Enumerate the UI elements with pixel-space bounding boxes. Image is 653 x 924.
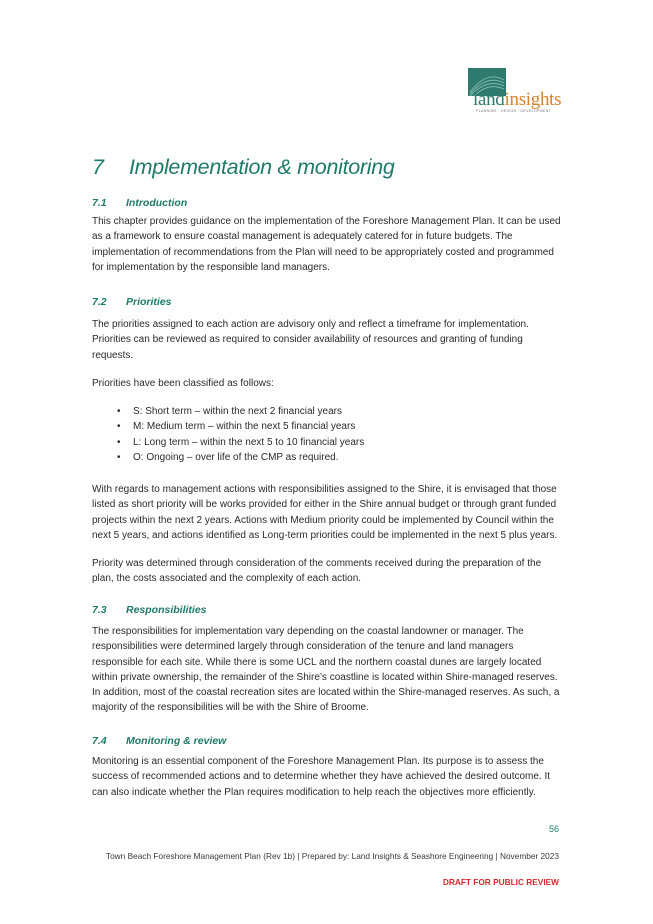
list-item: • S: Short term – within the next 2 financial years — [117, 404, 364, 419]
list-item: • O: Ongoing – over life of the CMP as required. — [117, 450, 364, 465]
list-item: • L: Long term – within the next 5 to 10 financial years — [117, 435, 364, 450]
footer-text: Town Beach Foreshore Management Plan (Rev 1b) | Prepared by: Land Insights & Seashore Engineering | November 2023 — [105, 851, 559, 861]
chapter-number: 7 — [92, 155, 104, 179]
page-number: 56 — [548, 824, 559, 834]
draft-label: DRAFT FOR PUBLIC REVIEW — [442, 877, 559, 887]
section-heading-introduction: 7.1 Introduction — [92, 197, 188, 209]
priority-list — [117, 404, 364, 465]
introduction-paragraph: This chapter provides guidance on the implementation of the Foreshore Management Plan. It can be used as a framework to ensure coastal management is adequately catered for in future budgets. The implementation of recommendations from the Plan will need to be appropriately costed and programmed for implementation by the responsible land managers. — [92, 216, 561, 273]
priority-determination-paragraph: Priority was determined through consideration of the comments received during the preparation of the plan, the costs associated and the complexity of each action. — [92, 558, 542, 585]
section-heading-priorities: 7.2 Priorities — [92, 296, 172, 308]
responsibilities-paragraph: The responsibilities for implementation vary depending on the coastal landowner or manager. The responsibilities were determined largely through consideration of the tenure and land managers responsible for each site. While there is some UCL and the northern coastal dunes are largely located within private ownership, the remainder of the Shire’s coastline is located within Shire-managed reserves. In addition, most of the coastal recreation sites are located within the Shire-managed reserves. As such, a majority of the responsibilities will be with the Shire of Broome. — [92, 626, 560, 714]
management-actions-paragraph: With regards to management actions with responsibilities assigned to the Shire, it is envisaged that those listed as short priority will be works provided for either in the Shire annual budget or through grant funded projects within the next 2 years. Actions with Medium priority could be implemented by Council within the next 5 years, and actions identified as Long-term priorities could be implemented in the next 5 plus years. — [92, 484, 558, 541]
chapter-heading — [92, 155, 395, 180]
monitoring-paragraph: Monitoring is an essential component of the Foreshore Management Plan. Its purpose is to assess the success of recommended actions and to determine whether they have achieved the desired outcome. It can also indicate whether the Plan requires modification to help reach the objectives more efficiently. — [92, 756, 551, 798]
company-logo — [468, 68, 564, 118]
list-item: • M: Medium term – within the next 5 financial years — [117, 419, 364, 434]
chapter-title: Implementation & monitoring — [129, 155, 395, 179]
logo-tagline: PLANNING · DESIGN · DEVELOPMENT — [476, 109, 551, 113]
logo-wordmark: landinsights — [473, 89, 562, 110]
priorities-classified-paragraph: Priorities have been classified as follows: — [92, 378, 274, 389]
section-heading-responsibilities: 7.3 Responsibilities — [92, 604, 207, 616]
priorities-paragraph: The priorities assigned to each action are advisory only and reflect a timeframe for implementation. Priorities can be reviewed as required to consider availability of resources and granting of funding requests. — [92, 319, 529, 361]
section-heading-monitoring-review: 7.4 Monitoring & review — [92, 735, 227, 747]
